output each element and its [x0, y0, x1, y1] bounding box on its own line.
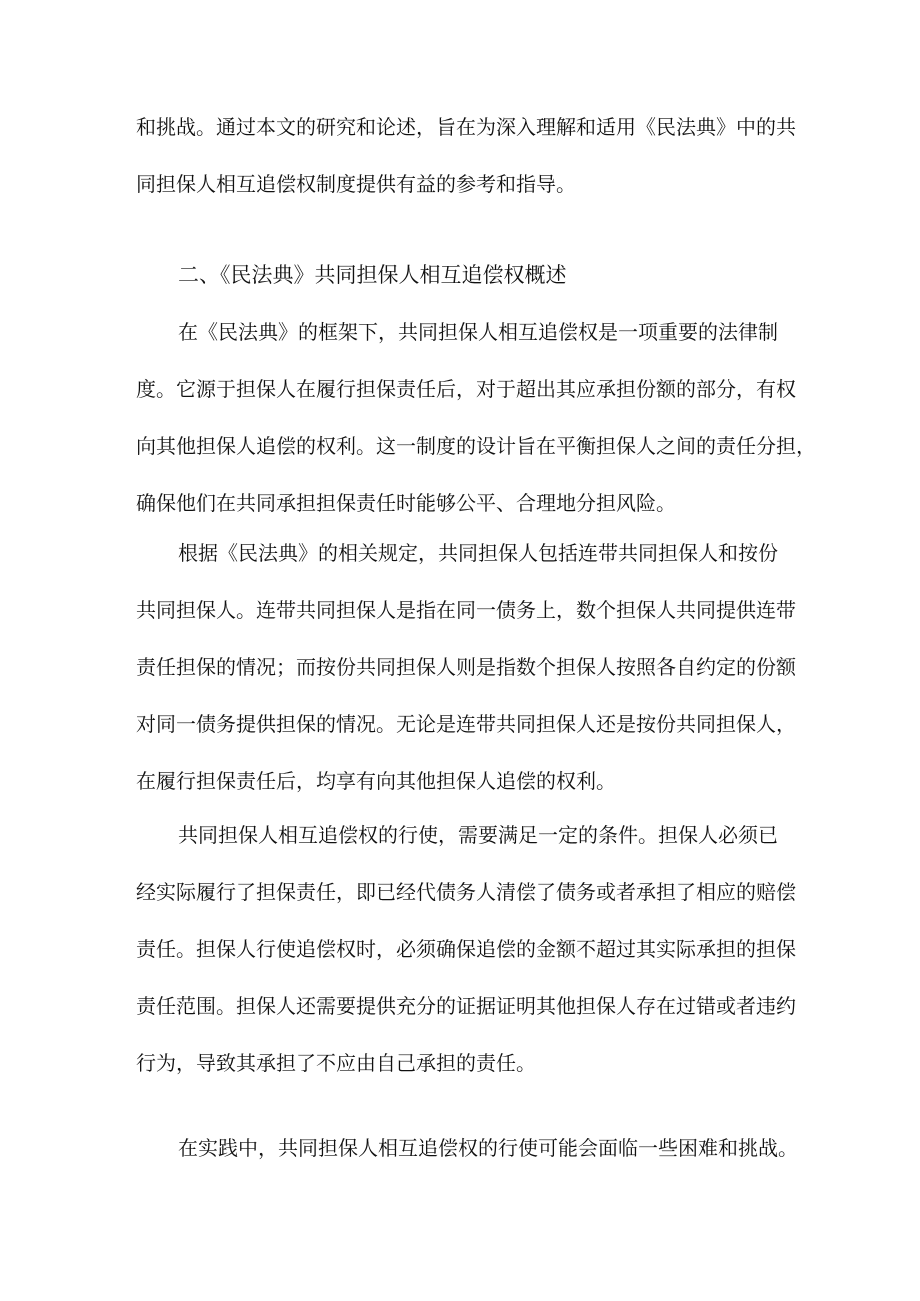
text-line: 行为，导致其承担了不应由自己承担的责任。 [136, 1051, 536, 1075]
text-line: 对同一债务提供担保的情况。无论是连带共同担保人还是按份共同担保人， [136, 712, 796, 736]
carryover-paragraph [136, 99, 796, 213]
section-heading: 二、《民法典》共同担保人相互追偿权概述 [178, 263, 567, 287]
text-line: 确保他们在共同承担担保责任时能够公平、合理地分担风险。 [136, 491, 676, 515]
text-line: 共同担保人。连带共同担保人是指在同一债务上，数个担保人共同提供连带 [136, 598, 796, 622]
text-line: 在《民法典》的框架下，共同担保人相互追偿权是一项重要的法律制 [178, 320, 778, 344]
text-line: 责任。担保人行使追偿权时，必须确保追偿的金额不超过其实际承担的担保 [136, 937, 796, 961]
text-line: 根据《民法典》的相关规定，共同担保人包括连带共同担保人和按份 [178, 541, 778, 565]
text-line: 向其他担保人追偿的权利。这一制度的设计旨在平衡担保人之间的责任分担， [136, 434, 816, 458]
paragraph-conditions [136, 807, 796, 1092]
text-line: 共同担保人相互追偿权的行使，需要满足一定的条件。担保人必须已 [178, 823, 778, 847]
paragraph-types [136, 525, 796, 810]
text-line: 责任范围。担保人还需要提供充分的证据证明其他担保人存在过错或者违约 [136, 994, 796, 1018]
text-line: 在履行担保责任后，均享有向其他担保人追偿的权利。 [136, 769, 616, 793]
paragraph-framework [136, 304, 816, 532]
text-line: 经实际履行了担保责任，即已经代债务人清偿了债务或者承担了相应的赔偿 [136, 880, 796, 904]
text-line: 和挑战。通过本文的研究和论述，旨在为深入理解和适用《民法典》中的共 [136, 115, 796, 139]
text-line: 同担保人相互追偿权制度提供有益的参考和指导。 [136, 172, 576, 196]
text-line: 责任担保的情况；而按份共同担保人则是指数个担保人按照各自约定的份额 [136, 655, 796, 679]
text-line: 度。它源于担保人在履行担保责任后，对于超出其应承担份额的部分，有权 [136, 377, 796, 401]
paragraph-practice [136, 1120, 796, 1177]
text-line: 在实践中，共同担保人相互追偿权的行使可能会面临一些困难和挑战。 [178, 1136, 798, 1160]
